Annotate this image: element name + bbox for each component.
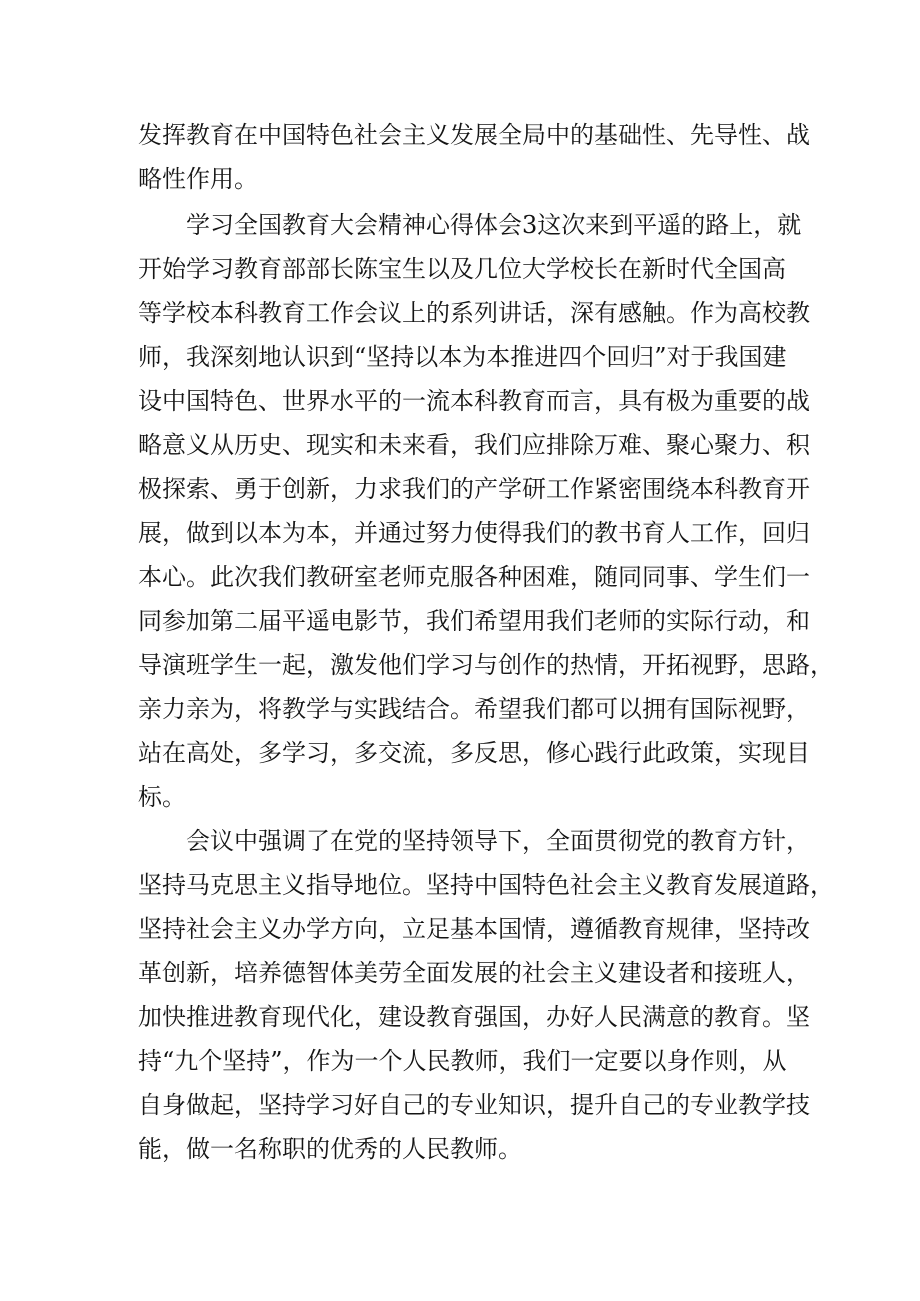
text-line: 同参加第二届平遥电影节，我们希望用我们老师的实际行动，和 [138, 607, 810, 635]
text-line: 略性作用。 [138, 165, 258, 193]
text-line: 设中国特色、世界水平的一流本科教育而言，具有极为重要的战 [138, 387, 810, 415]
text-line: 开始学习教育部部长陈宝生以及几位大学校长在新时代全国高 [138, 255, 786, 283]
text-line: 展，做到以本为本，并通过努力使得我们的教书育人工作，回归 [138, 519, 810, 547]
text-line: 师，我深刻地认识到“坚持以本为本推进四个回归”对于我国建 [138, 343, 787, 371]
text-line: 标。 [138, 783, 186, 811]
text-line: 发挥教育在中国特色社会主义发展全局中的基础性、先导性、战 [138, 121, 810, 149]
text-line: 导演班学生一起，激发他们学习与创作的热情，开拓视野，思路， [138, 651, 834, 679]
text-line: 坚持社会主义办学方向，立足基本国情，遵循教育规律，坚持改 [138, 915, 810, 943]
text-line: 极探索、勇于创新，力求我们的产学研工作紧密围绕本科教育开 [138, 475, 810, 503]
text-line: 加快推进教育现代化，建设教育强国，办好人民满意的教育。坚 [138, 1003, 810, 1031]
text-line: 坚持马克思主义指导地位。坚持中国特色社会主义教育发展道路， [138, 871, 834, 899]
text-line: 持“九个坚持”，作为一个人民教师，我们一定要以身作则，从 [138, 1047, 787, 1075]
text-line: 亲力亲为，将教学与实践结合。希望我们都可以拥有国际视野， [138, 695, 810, 723]
text-line: 等学校本科教育工作会议上的系列讲话，深有感触。作为高校教 [138, 299, 810, 327]
text-line: 能，做一名称职的优秀的人民教师。 [138, 1135, 522, 1163]
text-line: 略意义从历史、现实和未来看，我们应排除万难、聚心聚力、积 [138, 431, 810, 459]
text-line: 站在高处，多学习，多交流，多反思，修心践行此政策，实现目 [138, 739, 810, 767]
text-line: 自身做起，坚持学习好自己的专业知识，提升自己的专业教学技 [138, 1091, 810, 1119]
paragraph-start-line: 学习全国教育大会精神心得体会3这次来到平遥的路上，就 [186, 211, 802, 239]
paragraph-start-line: 会议中强调了在党的坚持领导下，全面贯彻党的教育方针， [186, 827, 810, 855]
text-line: 革创新，培养德智体美劳全面发展的社会主义建设者和接班人， [138, 959, 810, 987]
text-line: 本心。此次我们教研室老师克服各种困难，随同同事、学生们一 [138, 563, 810, 591]
